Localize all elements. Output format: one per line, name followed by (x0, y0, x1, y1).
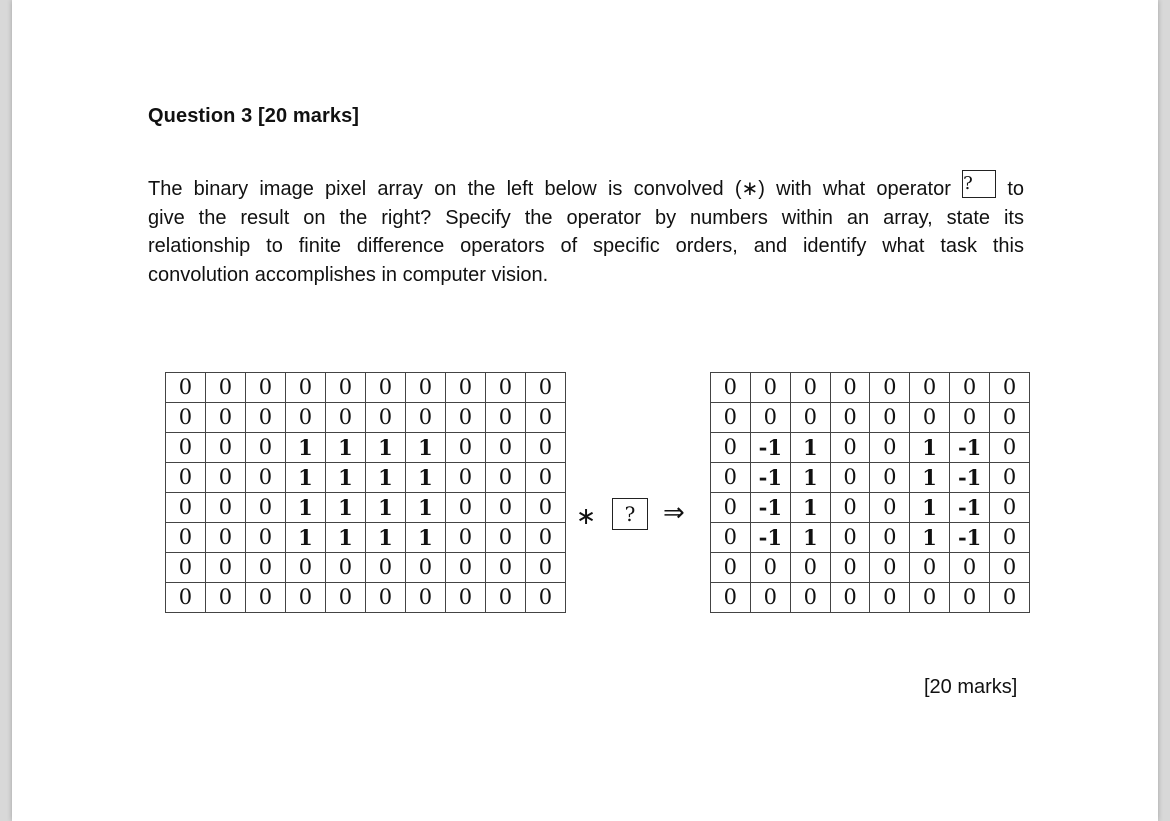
grid-cell: 0 (205, 373, 245, 403)
grid-cell: 0 (166, 463, 206, 493)
grid-cell: 0 (205, 493, 245, 523)
grid-cell: 0 (405, 373, 445, 403)
grid-cell: 0 (790, 583, 830, 613)
grid-cell: 0 (990, 463, 1030, 493)
grid-cell: 0 (525, 493, 565, 523)
grid-cell: 0 (445, 433, 485, 463)
grid-cell: 1 (790, 493, 830, 523)
grid-cell: 0 (830, 493, 870, 523)
grid-cell: 0 (950, 583, 990, 613)
grid-cell: 0 (485, 463, 525, 493)
grid-cell: 0 (205, 433, 245, 463)
grid-cell: 0 (870, 433, 910, 463)
grid-cell: 0 (990, 553, 1030, 583)
grid-cell: 0 (870, 373, 910, 403)
grid-cell: 0 (325, 553, 365, 583)
question-line-1-text: The binary image pixel array on the left below is convolved (∗) with what operator (148, 178, 951, 200)
grid-cell: -1 (750, 463, 790, 493)
grid-cell: 1 (790, 463, 830, 493)
grid-row (711, 583, 1030, 613)
grid-cell: 0 (790, 403, 830, 433)
input-pixel-array (165, 372, 566, 613)
grid-cell: 0 (711, 553, 751, 583)
grid-cell: 0 (205, 463, 245, 493)
grid-cell: 0 (910, 403, 950, 433)
grid-cell: 1 (365, 493, 405, 523)
grid-cell: 1 (285, 463, 325, 493)
grid-cell: 0 (285, 583, 325, 613)
grid-cell: 1 (325, 463, 365, 493)
inline-operator-box: ? (962, 170, 996, 198)
grid-cell: -1 (950, 493, 990, 523)
grid-cell: 0 (711, 583, 751, 613)
grid-cell: 0 (285, 373, 325, 403)
grid-cell: 1 (910, 463, 950, 493)
grid-cell: 0 (525, 403, 565, 433)
grid-cell: 0 (870, 583, 910, 613)
grid-cell: 1 (285, 493, 325, 523)
grid-cell: 0 (365, 583, 405, 613)
grid-cell: 0 (245, 523, 285, 553)
grid-cell: 0 (750, 583, 790, 613)
grid-cell: 0 (990, 583, 1030, 613)
grid-cell: 0 (990, 523, 1030, 553)
question-line-3: relationship to finite difference operators of specific orders, and identify what task this (148, 235, 1024, 257)
grid-row (166, 553, 566, 583)
grid-cell: 0 (285, 403, 325, 433)
grid-cell: 0 (205, 523, 245, 553)
grid-cell: 0 (445, 463, 485, 493)
grid-cell: 0 (525, 583, 565, 613)
grid-row (711, 403, 1030, 433)
grid-cell: 0 (870, 523, 910, 553)
grid-cell: 0 (166, 583, 206, 613)
grid-cell: 0 (485, 433, 525, 463)
grid-cell: 0 (166, 403, 206, 433)
grid-cell: 0 (990, 373, 1030, 403)
grid-cell: 0 (910, 583, 950, 613)
question-line-2: give the result on the right? Specify the operator by numbers within an array, state its (148, 206, 1024, 229)
grid-cell: 0 (790, 553, 830, 583)
marks-label: [20 marks] (924, 676, 1018, 698)
grid-cell: 0 (830, 523, 870, 553)
grid-cell: 1 (405, 463, 445, 493)
grid-cell: 1 (325, 493, 365, 523)
grid-cell: 0 (990, 403, 1030, 433)
grid-cell: 0 (525, 523, 565, 553)
grid-cell: 0 (245, 493, 285, 523)
grid-cell: 0 (790, 373, 830, 403)
grid-cell: 0 (166, 373, 206, 403)
output-pixel-array (710, 372, 1030, 613)
grid-cell: 0 (830, 403, 870, 433)
grid-cell: 0 (445, 373, 485, 403)
grid-cell: 0 (485, 403, 525, 433)
grid-cell: 0 (711, 433, 751, 463)
grid-cell: 1 (910, 523, 950, 553)
grid-cell: -1 (750, 433, 790, 463)
grid-cell: 0 (750, 373, 790, 403)
grid-row (711, 463, 1030, 493)
grid-cell: 0 (325, 403, 365, 433)
grid-cell: 0 (711, 523, 751, 553)
grid-cell: 0 (325, 373, 365, 403)
question-line-4: convolution accomplishes in computer vision. (148, 263, 549, 286)
grid-cell: -1 (750, 493, 790, 523)
grid-row (711, 433, 1030, 463)
grid-cell: 1 (405, 493, 445, 523)
grid-row (711, 373, 1030, 403)
grid-cell: 0 (245, 433, 285, 463)
grid-cell: 0 (405, 583, 445, 613)
grid-cell: 1 (325, 523, 365, 553)
grid-cell: 0 (830, 583, 870, 613)
grid-cell: 0 (870, 463, 910, 493)
grid-cell: 0 (325, 583, 365, 613)
grid-row (166, 463, 566, 493)
grid-cell: 1 (790, 523, 830, 553)
grid-cell: 0 (405, 403, 445, 433)
grid-cell: 0 (245, 583, 285, 613)
grid-cell: -1 (950, 463, 990, 493)
grid-cell: 0 (525, 463, 565, 493)
grid-cell: 0 (445, 523, 485, 553)
grid-cell: 0 (445, 493, 485, 523)
grid-cell: 0 (205, 553, 245, 583)
question-line-1 (148, 170, 1024, 204)
question-line-1-end: to (1007, 178, 1024, 200)
grid-cell: 0 (910, 373, 950, 403)
grid-cell: 1 (365, 433, 405, 463)
grid-cell: 0 (365, 553, 405, 583)
grid-cell: 1 (405, 523, 445, 553)
grid-cell: 0 (711, 493, 751, 523)
grid-row (711, 493, 1030, 523)
operator-box: ? (612, 498, 648, 530)
question-body (148, 170, 1024, 289)
grid-cell: -1 (950, 523, 990, 553)
grid-cell: 0 (365, 373, 405, 403)
grid-cell: 0 (365, 403, 405, 433)
convolution-symbol: ∗ (576, 502, 597, 530)
grid-cell: 0 (245, 403, 285, 433)
implies-arrow: ⇒ (663, 498, 685, 528)
grid-cell: 1 (910, 433, 950, 463)
grid-cell: 1 (365, 463, 405, 493)
document-page (12, 0, 1158, 821)
grid-cell: 0 (990, 433, 1030, 463)
grid-cell: 0 (445, 403, 485, 433)
grid-row (166, 373, 566, 403)
grid-cell: 0 (485, 583, 525, 613)
grid-cell: 0 (525, 433, 565, 463)
grid-cell: 1 (910, 493, 950, 523)
grid-cell: 0 (205, 583, 245, 613)
grid-cell: 0 (950, 553, 990, 583)
grid-cell: 0 (485, 553, 525, 583)
grid-cell: 0 (405, 553, 445, 583)
grid-cell: 1 (405, 433, 445, 463)
grid-cell: 0 (485, 373, 525, 403)
grid-cell: 0 (990, 493, 1030, 523)
grid-cell: 0 (445, 583, 485, 613)
grid-row (711, 523, 1030, 553)
grid-cell: 0 (445, 553, 485, 583)
grid-cell: 0 (485, 493, 525, 523)
grid-row (711, 553, 1030, 583)
grid-cell: 1 (325, 433, 365, 463)
grid-cell: 0 (245, 463, 285, 493)
grid-row (166, 403, 566, 433)
grid-cell: 0 (245, 553, 285, 583)
grid-cell: 0 (711, 403, 751, 433)
grid-cell: -1 (950, 433, 990, 463)
grid-cell: 0 (285, 553, 325, 583)
grid-cell: 0 (205, 403, 245, 433)
grid-row (166, 433, 566, 463)
grid-cell: 0 (750, 553, 790, 583)
grid-cell: 0 (950, 373, 990, 403)
grid-cell: 0 (166, 523, 206, 553)
grid-cell: 1 (365, 523, 405, 553)
grid-cell: 0 (485, 523, 525, 553)
grid-cell: 0 (750, 403, 790, 433)
grid-cell: 0 (870, 493, 910, 523)
grid-cell: 0 (830, 433, 870, 463)
grid-cell: 0 (711, 463, 751, 493)
grid-cell: 0 (870, 553, 910, 583)
grid-cell: 1 (285, 523, 325, 553)
grid-cell: 0 (910, 553, 950, 583)
grid-cell: 0 (830, 553, 870, 583)
grid-row (166, 493, 566, 523)
grid-cell: 1 (285, 433, 325, 463)
grid-row (166, 523, 566, 553)
grid-cell: 0 (525, 553, 565, 583)
grid-cell: 0 (830, 373, 870, 403)
grid-cell: -1 (750, 523, 790, 553)
grid-row (166, 583, 566, 613)
grid-cell: 0 (830, 463, 870, 493)
grid-cell: 1 (790, 433, 830, 463)
grid-cell: 0 (870, 403, 910, 433)
grid-cell: 0 (166, 433, 206, 463)
grid-cell: 0 (950, 403, 990, 433)
question-title: Question 3 [20 marks] (148, 105, 360, 127)
grid-cell: 0 (525, 373, 565, 403)
grid-cell: 0 (166, 493, 206, 523)
grid-cell: 0 (245, 373, 285, 403)
grid-cell: 0 (711, 373, 751, 403)
grid-cell: 0 (166, 553, 206, 583)
